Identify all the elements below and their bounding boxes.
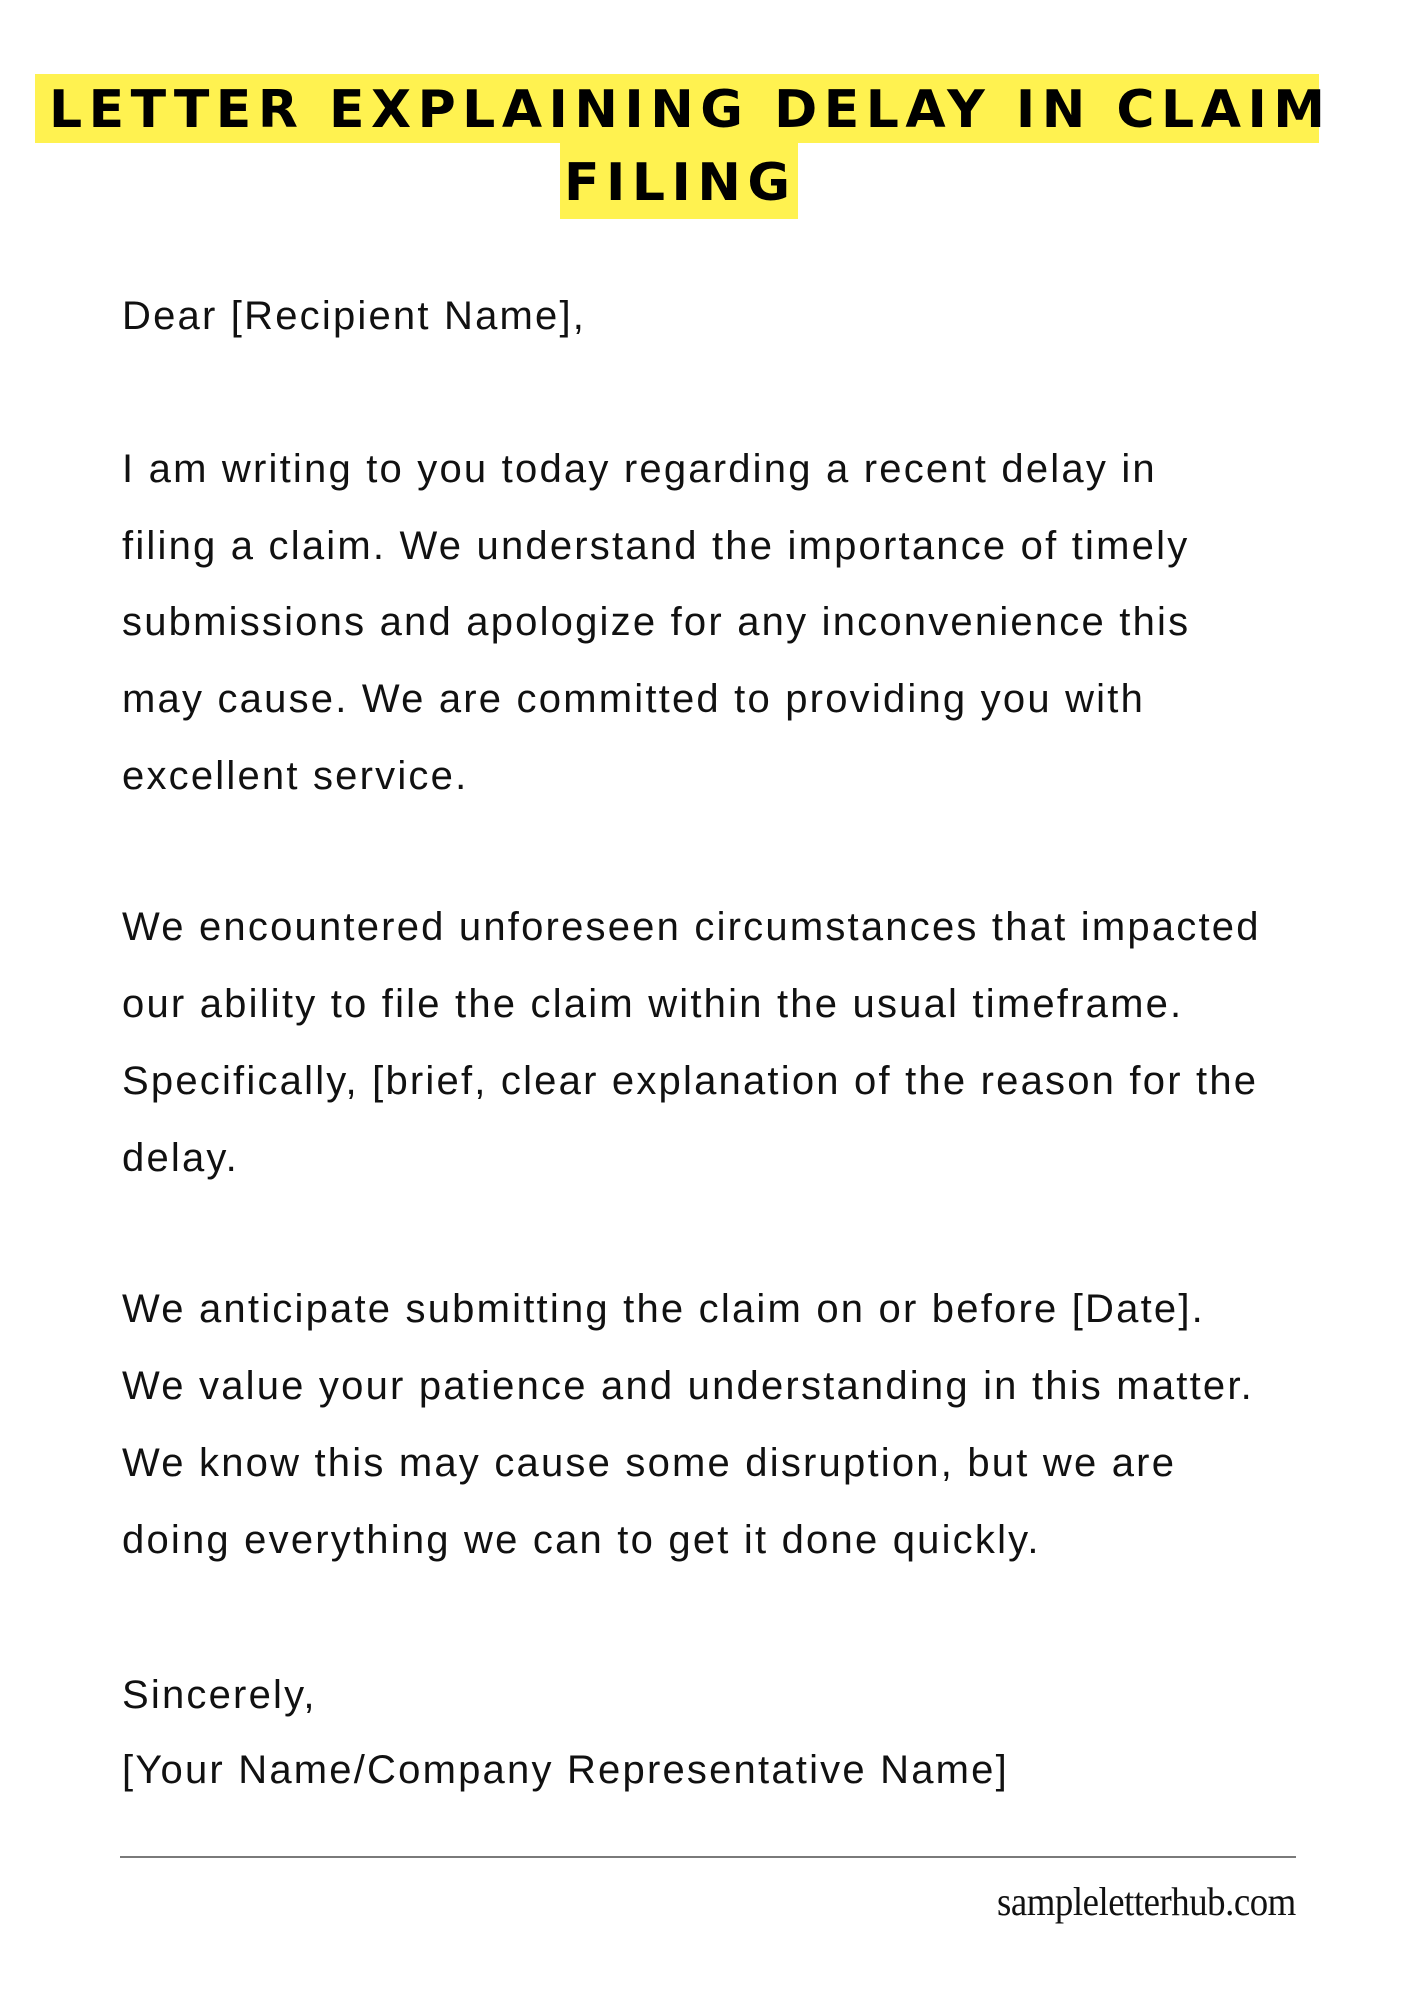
paragraph-line: Specifically, [brief, clear explanation of the reason for the: [122, 1059, 1259, 1103]
paragraph-line: delay.: [122, 1136, 239, 1180]
title-line-1: LETTER EXPLAINING DELAY IN CLAIM: [35, 74, 1319, 143]
title-line-2: FILING: [560, 143, 798, 219]
footer-site-name: sampleletterhub.com: [997, 1879, 1296, 1924]
paragraph-line: excellent service.: [122, 754, 469, 798]
signature: [Your Name/Company Representative Name]: [122, 1748, 1009, 1792]
paragraph-line: We anticipate submitting the claim on or before [Date].: [122, 1287, 1205, 1331]
paragraph-line: may cause. We are committed to providing you with: [122, 677, 1146, 721]
closing: Sincerely,: [122, 1673, 317, 1717]
paragraph-line: filing a claim. We understand the importance of timely: [122, 524, 1190, 568]
paragraph-line: doing everything we can to get it done quickly.: [122, 1518, 1041, 1562]
paragraph-line: submissions and apologize for any inconvenience this: [122, 600, 1191, 644]
paragraph-line: our ability to file the claim within the usual timeframe.: [122, 982, 1184, 1026]
paragraph-line: We value your patience and understanding in this matter.: [122, 1364, 1254, 1408]
salutation: Dear [Recipient Name],: [122, 294, 587, 338]
paragraph-line: We encountered unforeseen circumstances that impacted: [122, 905, 1261, 949]
paragraph-line: I am writing to you today regarding a recent delay in: [122, 447, 1157, 491]
paragraph-line: We know this may cause some disruption, but we are: [122, 1441, 1177, 1485]
footer-divider: [120, 1856, 1296, 1858]
